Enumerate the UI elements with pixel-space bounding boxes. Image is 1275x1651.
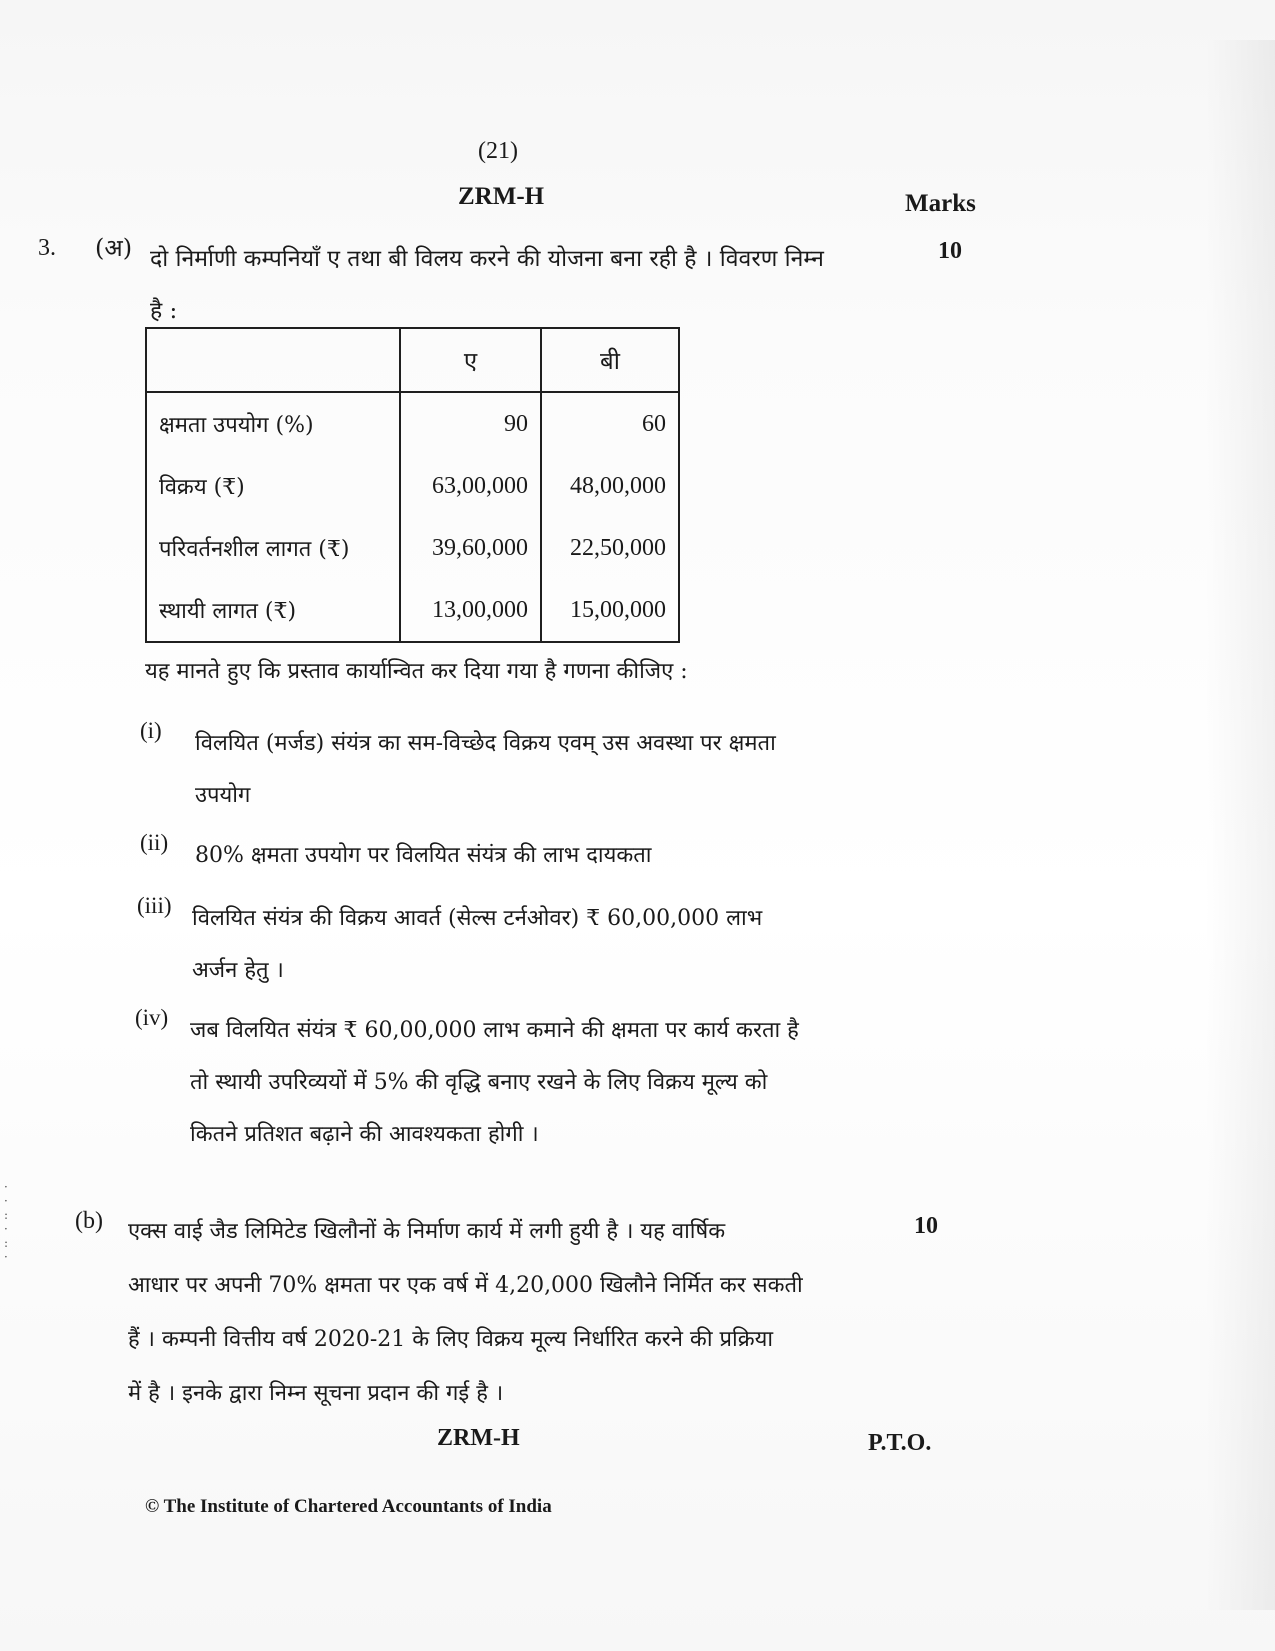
table-row [146,392,679,455]
table-row [146,579,679,642]
sub-question-text [192,893,875,997]
table-row [146,455,679,517]
row-label: परिवर्तनशील लागत (₹) [146,517,400,579]
sub-question-line: तो स्थायी उपरिव्ययों में 5% की वृद्धि बनाए रखने के लिए विक्रय मूल्य को [190,1070,768,1095]
row-label: क्षमता उपयोग (%) [146,392,400,455]
cell-company-a: 39,60,000 [400,517,541,579]
cell-company-a: 90 [400,392,541,455]
part-b-label: (b) [75,1208,103,1234]
sub-question-number: (ii) [140,830,169,855]
table-header-company-b: बी [541,328,679,392]
sub-question-text [195,830,878,882]
part-b-line: आधार पर अपनी 70% क्षमता पर एक वर्ष में 4,20,000 खिलौने निर्मित कर सकती [128,1273,803,1298]
sub-question-line: विलयित संयंत्र की विक्रय आवर्त (सेल्स टर्नओवर) ₹ 60,00,000 लाभ [192,906,763,931]
cell-company-b: 22,50,000 [541,517,679,579]
part-a-intro-line: है : [150,298,178,324]
row-label: स्थायी लागत (₹) [146,579,400,642]
part-a-marks: 10 [938,238,962,264]
sub-question-number: (iv) [135,1005,169,1030]
question-number: 3. [38,235,56,261]
sub-question-line: अर्जन हेतु । [192,958,284,983]
company-data-table [145,327,680,643]
part-b-line: हैं । कम्पनी वित्तीय वर्ष 2020-21 के लिए विक्रय मूल्य निर्धारित करने की प्रक्रिया [128,1327,774,1352]
scan-specks: · · : · : · [4,1180,9,1264]
table-header-company-a: ए [400,328,541,392]
sub-question-line: कितने प्रतिशत बढ़ाने की आवश्यकता होगी । [190,1122,539,1147]
part-b-marks: 10 [914,1213,938,1239]
sub-question-line: 80% क्षमता उपयोग पर विलयित संयंत्र की लाभ दायकता [195,843,652,868]
cell-company-b: 15,00,000 [541,579,679,642]
please-turn-over: P.T.O. [868,1430,932,1456]
sub-question-text [195,718,878,822]
part-b-line: में है । इनके द्वारा निम्न सूचना प्रदान की गई है । [128,1381,504,1406]
page-number: (21) [478,138,518,164]
sub-question-text [190,1005,873,1161]
table-header-blank [146,328,400,392]
calculation-instruction: यह मानते हुए कि प्रस्ताव कार्यान्वित कर दिया गया है गणना कीजिए : [145,659,688,684]
copyright-notice: © The Institute of Chartered Accountants of India [145,1496,552,1517]
paper-code-header: ZRM-H [458,183,545,210]
part-b-line: एक्स वाई जैड लिमिटेड खिलौनों के निर्माण कार्य में लगी हुयी है । यह वार्षिक [128,1219,726,1244]
part-b-text [128,1205,870,1421]
cell-company-b: 48,00,000 [541,455,679,517]
cell-company-a: 13,00,000 [400,579,541,642]
sub-question-number: (iii) [137,893,172,918]
sub-question-line: विलयित (मर्जड) संयंत्र का सम-विच्छेद विक्रय एवम् उस अवस्था पर क्षमता [195,731,776,756]
part-a-intro [150,233,890,337]
table-header-row [146,328,679,392]
table-row [146,517,679,579]
part-a-intro-line: दो निर्माणी कम्पनियाँ ए तथा बी विलय करने की योजना बना रही है । विवरण निम्न [150,246,824,272]
sub-question-number: (i) [140,718,162,743]
sub-question-line: जब विलयित संयंत्र ₹ 60,00,000 लाभ कमाने की क्षमता पर कार्य करता है [190,1018,799,1043]
page-edge-shadow [1205,40,1275,1610]
row-label: विक्रय (₹) [146,455,400,517]
paper-code-footer: ZRM-H [437,1425,520,1451]
cell-company-a: 63,00,000 [400,455,541,517]
part-a-label: (अ) [95,234,133,262]
sub-question-line: उपयोग [195,783,251,808]
cell-company-b: 60 [541,392,679,455]
marks-column-heading: Marks [905,190,976,217]
